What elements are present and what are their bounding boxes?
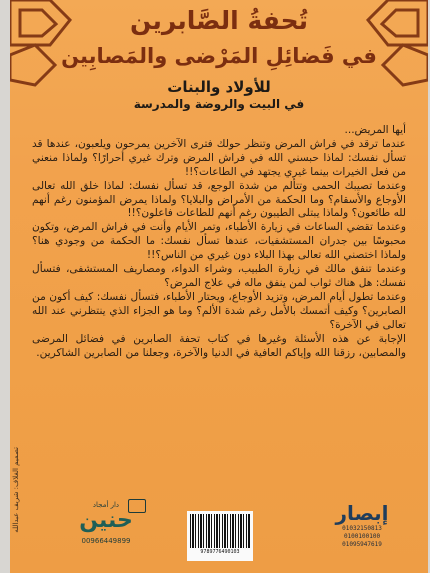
- imprint-line: 01095947619: [342, 541, 382, 548]
- blurb-paragraph: أيها المريض...: [344, 124, 406, 136]
- publisher-logo: [68, 501, 144, 567]
- blurb-paragraph: وعندما تطول أيام المرض، وتزيد الأوجاع، ويحتار الأطباء، فتسأل نفسك: كيف أكون من الصابرين؟ وكيف أتمسك بالأمل رغم شدة الألم؟ وما هو الجزاء الذي ينتظرني عند الله تعالى في الآخرة؟: [32, 290, 406, 331]
- imprint-line: 0100100100: [343, 533, 381, 540]
- blurb-paragraph: وعندما تنفق مالك في زيارة الطبيب، وشراء الدواء، ومصاريف المستشفى، فتسأل نفسك: هل هناك ثواب لمن ينفق ماله في علاج المرض؟: [32, 263, 406, 289]
- book-back-cover: [10, 0, 428, 573]
- blurb-paragraph: وعندما تقضي الساعات في زيارة الأطباء، وتمر الأيام وأنت في فراش المرض، وتكون محبوسًا بين جدران المستشفيات، عندها تسأل نفسك: ما الحكمة من وجودي هنا؟ ولماذا اختصني الله تعالى بهذا البلاء دون غيري من الناس؟!!: [32, 221, 406, 262]
- publisher-emblem-icon: [128, 499, 146, 513]
- publisher-phone: 00966449899: [81, 537, 131, 545]
- isbn-number: 9789776490103: [200, 549, 240, 555]
- blurb-paragraph: الإجابة عن هذه الأسئلة وغيرها في كتاب تحفة الصابرين في فضائل المرضى والمصابين، رزقنا الله وإياكم العافية في الدنيا والآخرة، وجعلنا من الصابرين الشاكرين.: [32, 332, 406, 359]
- barcode-icon: [190, 514, 250, 548]
- book-title: تُحفةُ الصَّابرين: [129, 6, 309, 35]
- publisher-label: دار أمجاد: [92, 501, 120, 509]
- imprint-line: 01032150813: [342, 525, 382, 532]
- blurb: [32, 124, 406, 360]
- imprint-logo: [314, 501, 410, 563]
- publisher-name: حنين: [79, 508, 133, 533]
- book-place: في البيت والروضة والمدرسة: [133, 97, 305, 111]
- blurb-paragraph: عندما ترقد في فراش المرض وتنظر حولك فترى الآخرين يمرحون ويلعبون، عندها قد تسأل نفسك: لماذا حبسني الله في فراش المرض وترك غيري أحرارًا؟ ولماذا منعني من فعل الخيرات بينما غيري يجتهد في الطاعات؟!!: [32, 137, 406, 178]
- isbn-barcode: [187, 511, 253, 561]
- book-subtitle: في فَضائِلِ المَرْضى والمَصابِين: [61, 44, 377, 68]
- imprint-name: إبصار: [335, 501, 389, 525]
- blurb-paragraph: وعندما تصيبك الحمى وتتألم من شدة الوجع، قد تسأل نفسك: لماذا خلق الله تعالى الأوجاع والأسقام؟ وما الحكمة من الأمراض والبلايا؟ ولماذا يمرض المؤمنون رغم أنهم لله طائعون؟ ولماذا يبتلى الطيبون رغم أنهم للطاعات فاعلون؟!!: [32, 179, 406, 220]
- book-audience: للأولاد والبنات: [167, 78, 271, 96]
- cover-design-credit: تصميم الغلاف: شريف عبدالله: [12, 447, 20, 533]
